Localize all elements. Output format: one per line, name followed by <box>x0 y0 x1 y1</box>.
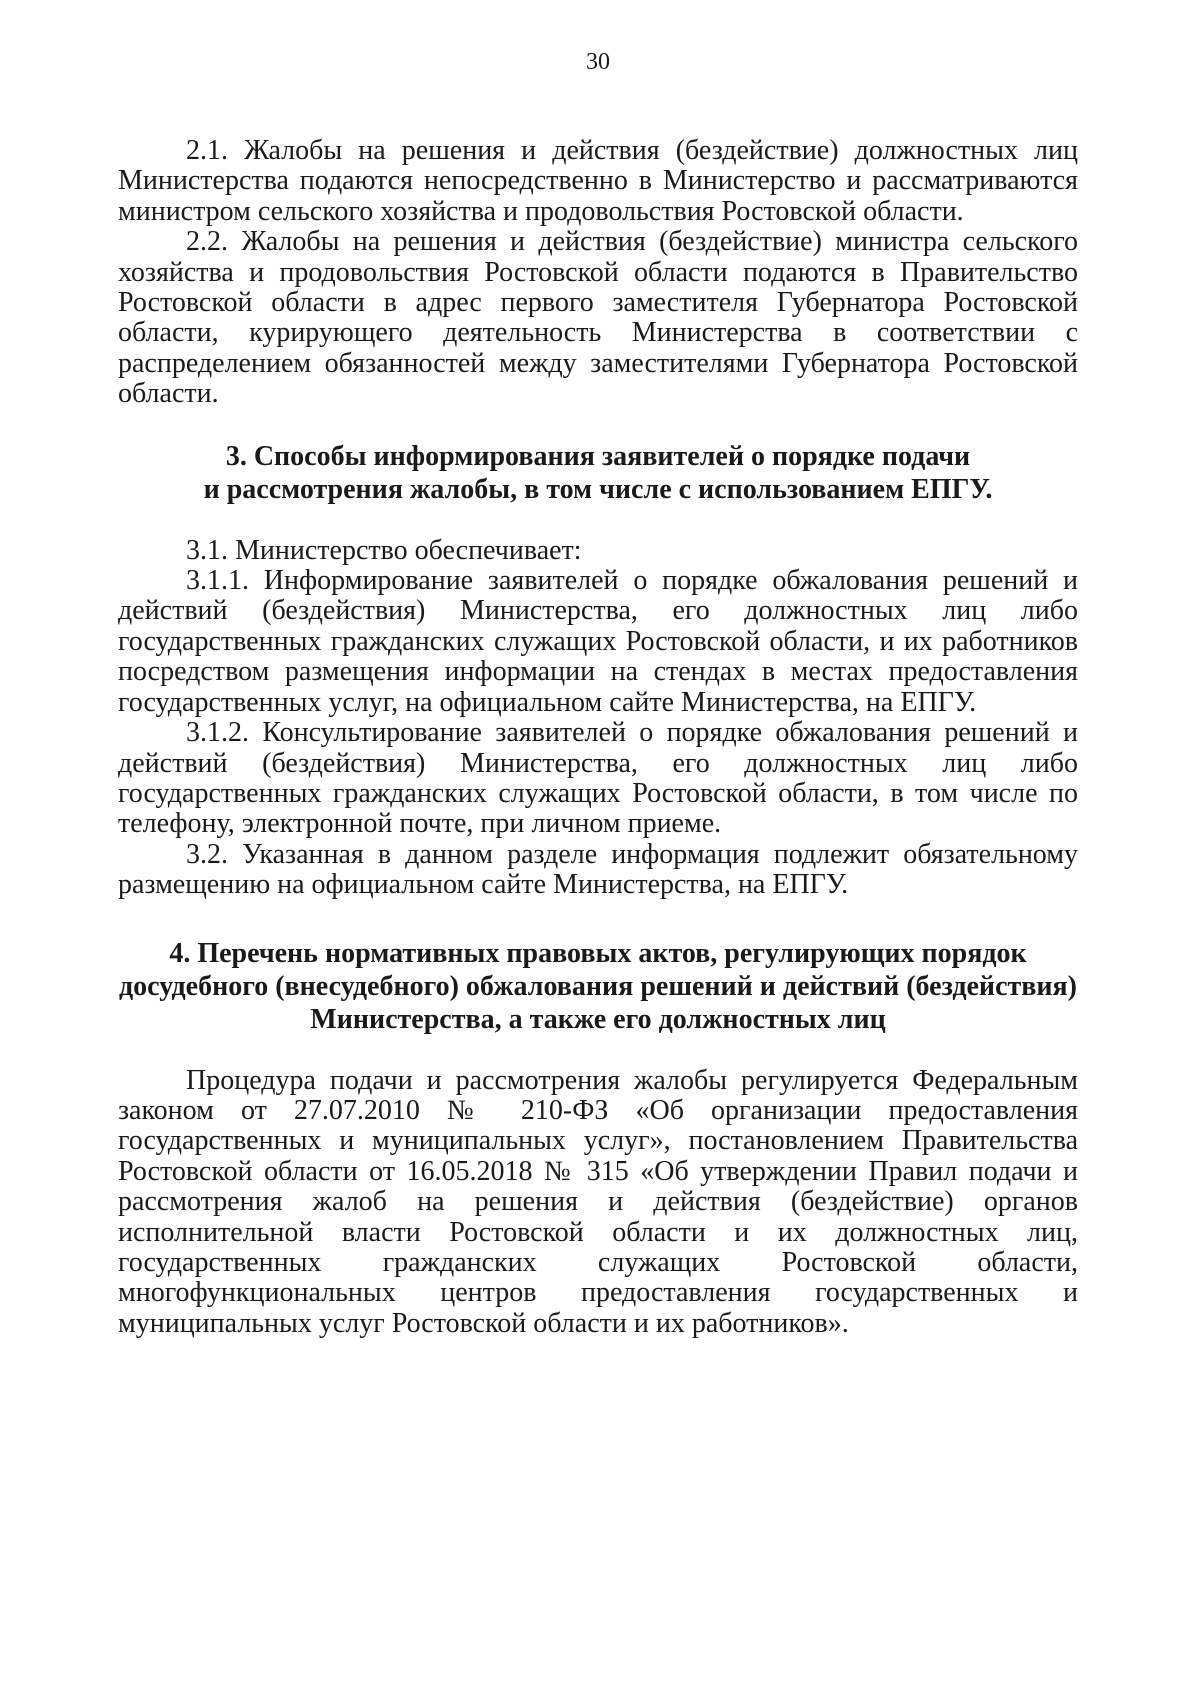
section-3-heading-line-2: и рассмотрения жалобы, в том числе с использованием ЕПГУ. <box>203 473 993 505</box>
section-4-heading <box>118 937 1078 1036</box>
page-number: 30 <box>586 49 610 75</box>
paragraph-2-1: 2.1. Жалобы на решения и действия (бездействие) должностных лиц Министерства подаются непосредственно в Министерство и рассматриваются министром сельского хозяйства и продовольствия Ростовской области. <box>118 135 1078 227</box>
section-4-heading-line-1: 4. Перечень нормативных правовых актов, регулирующих порядок <box>169 937 1027 969</box>
paragraph-procedure: Процедура подачи и рассмотрения жалобы регулируется Федеральным законом от 27.07.2010 № 210-ФЗ «Об организации предоставления государственных и муниципальных услуг», постановлением Правительства Ростовской области от 16.05.2018 № 315 «Об утверждении Правил подачи и рассмотрения жалоб на решения и действия (бездействие) органов исполнительной власти Ростовской области и их должностных лиц, государственных гражданских служащих Ростовской области, многофункциональных центров предоставления государственных и муниципальных услуг Ростовской области и их работников». <box>118 1064 1078 1339</box>
paragraph-2-2: 2.2. Жалобы на решения и действия (бездействие) министра сельского хозяйства и продовольствия Ростовской области подаются в Правительство Ростовской области в адрес первого заместителя Губернатора Ростовской области, курирующего деятельность Министерства в соответствии с распределением обязанностей между заместителями Губернатора Ростовской области. <box>118 226 1078 410</box>
section-3-heading <box>118 440 1078 506</box>
paragraph-3-1-2: 3.1.2. Консультирование заявителей о порядке обжалования решений и действий (бездействия) Министерства, его должностных лиц либо государственных гражданских служащих Ростовской области, в том числе по телефону, электронной почте, при личном приеме. <box>118 717 1078 840</box>
document-body <box>118 136 1078 1339</box>
section-3-heading-line-1: 3. Способы информирования заявителей о порядке подачи <box>225 440 971 472</box>
section-4-heading-line-2: досудебного (внесудебного) обжалования решений и действий (бездействия) <box>119 970 1077 1002</box>
document-page <box>118 0 1078 1698</box>
paragraph-3-1-1: 3.1.1. Информирование заявителей о порядке обжалования решений и действий (бездействия) Министерства, его должностных лиц либо государственных гражданских служащих Ростовской области, и их работников посредством размещения информации на стендах в местах предоставления государственных услуг, на официальном сайте Министерства, на ЕПГУ. <box>118 565 1078 718</box>
paragraph-3-2: 3.2. Указанная в данном разделе информация подлежит обязательному размещению на официальном сайте Министерства, на ЕПГУ. <box>118 838 1078 901</box>
section-4-heading-line-3: Министерства, а также его должностных лиц <box>310 1003 886 1035</box>
paragraph-3-1: 3.1. Министерство обеспечивает: <box>186 534 582 566</box>
